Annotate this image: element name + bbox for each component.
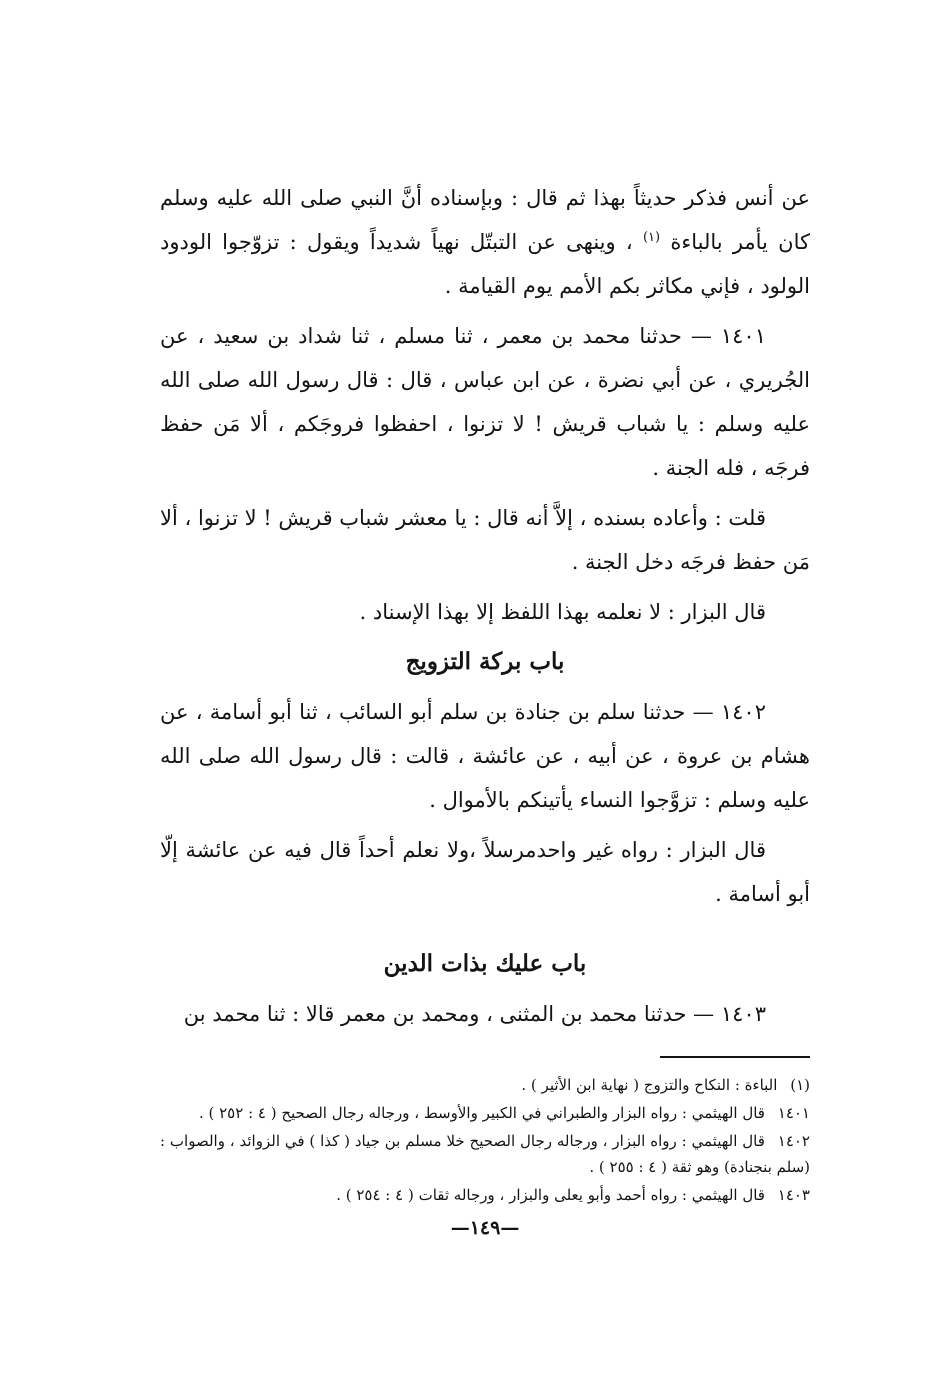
paragraph-anas-text-1: عن أنس فذكر حديثاً بهذا ثم قال : وبإسناده أنَّ النبي صلى الله عليه وسلم كان يأمر بالباءة: [160, 186, 810, 254]
hadith-1401: ١٤٠١ — حدثنا محمد بن معمر ، ثنا مسلم ، ثنا شداد بن سعيد ، عن الجُريري ، عن أبي نضرة ، عن ابن عباس ، قال : قال رسول الله صلى الله عليه وسلم : يا شباب قريش ! لا تزنوا ، احفظوا فروجَكم ، ألا مَن حفظ فرجَه ، فله الجنة .: [160, 324, 811, 480]
note-1401: قلت : وأعاده بسنده ، إلاَّ أنه قال : يا معشر شباب قريش ! لا تزنوا ، ألا مَن حفظ فرجَه دخل الجنة .: [160, 506, 810, 574]
page-number: —١٤٩—: [450, 1217, 520, 1239]
chapter-heading-barakat-al-tazwij: باب بركة التزويج: [405, 648, 565, 675]
footnote-label: (١): [790, 1076, 810, 1094]
footnote-item: [160, 1072, 810, 1098]
hadith-1403: ١٤٠٣ — حدثنا محمد بن المثنى ، ومحمد بن معمر قالا : ثنا محمد بن: [183, 1002, 766, 1026]
book-page: [160, 176, 810, 1242]
footnote-reference: (١): [642, 230, 661, 245]
hadith-1402: ١٤٠٢ — حدثنا سلم بن جنادة بن سلم أبو السائب ، ثنا أبو أسامة ، عن هشام بن عروة ، عن أبيه ، عن عائشة ، قالت : قال رسول الله صلى الله عليه وسلم : تزوَّجوا النساء يأتينكم بالأموال .: [160, 700, 810, 812]
footnote-text: قال الهيثمي : رواه أحمد وأبو يعلى والبزار ، ورجاله ثقات ( ٤ : ٢٥٤ ) .: [336, 1186, 765, 1204]
bazzar-comment-1401: قال البزار : لا نعلمه بهذا اللفظ إلا بهذا الإسناد .: [359, 600, 766, 624]
footnote-divider: [660, 1056, 810, 1058]
footnote-label: ١٤٠٢: [777, 1132, 810, 1150]
footnotes: [160, 1072, 810, 1208]
footnote-text: الباءة : النكاح والتزوج ( نهاية ابن الأثير ) .: [521, 1076, 778, 1094]
paragraph-anas-text-2: ، وينهى عن التبتّل نهياً شديداً ويقول : تزوّجوا الودود الولود ، فإني مكاثر بكم الأمم يوم القيامة .: [160, 230, 810, 298]
footnote-label: ١٤٠١: [777, 1104, 810, 1122]
paragraph-anas: [160, 176, 810, 308]
footnote-item: [160, 1182, 810, 1208]
chapter-heading-dhat-al-din: باب عليك بذات الدين: [383, 950, 587, 977]
footnote-text: قال الهيثمي : رواه البزار ، ورجاله رجال الصحيح خلا مسلم بن جياد ( كذا ) في الزوائد ، والصواب :(سلم بنجنادة) وهو ثقة ( ٤ : ٢٥٥ ) .: [160, 1132, 810, 1176]
footnote-text: قال الهيثمي : رواه البزار والطبراني في الكبير والأوسط ، ورجاله رجال الصحيح ( ٤ : ٢٥٢ ) .: [198, 1104, 765, 1122]
bazzar-comment-1402: قال البزار : رواه غير واحدمرسلاً ،ولا نعلم أحداً قال فيه عن عائشة إلّا أبو أسامة .: [160, 838, 810, 906]
footnote-item: [160, 1100, 810, 1126]
footnote-label: ١٤٠٣: [777, 1186, 810, 1204]
footnote-item: [160, 1128, 810, 1180]
